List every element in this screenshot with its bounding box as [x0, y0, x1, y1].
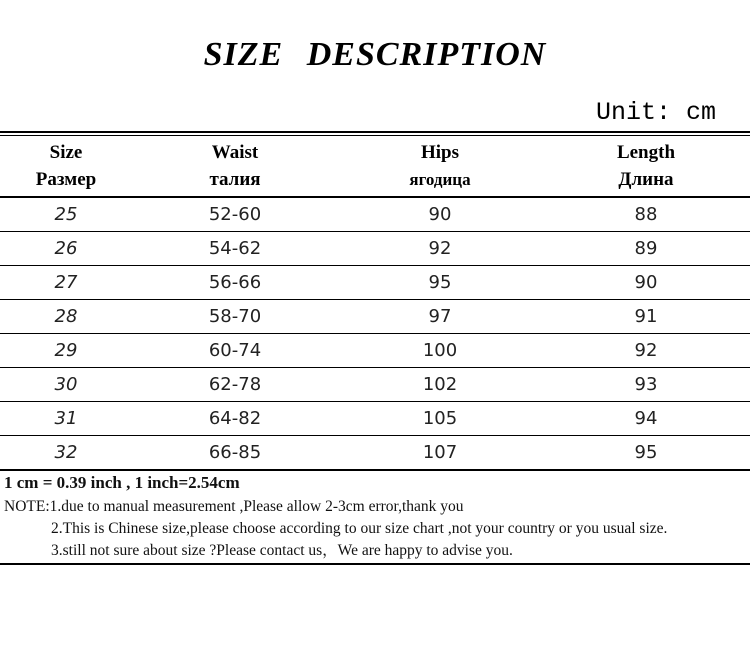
table-header-row [0, 136, 750, 197]
size-cell: 32 [0, 436, 132, 471]
table-row [0, 334, 750, 368]
waist-cell: 60-74 [132, 334, 338, 368]
table-row [0, 300, 750, 334]
header-size [0, 136, 132, 197]
size-cell: 30 [0, 368, 132, 402]
table-row [0, 197, 750, 232]
size-cell: 27 [0, 266, 132, 300]
length-cell: 94 [542, 402, 750, 436]
top-rule [0, 131, 750, 133]
length-cell: 89 [542, 232, 750, 266]
note-2: 2.This is Chinese size,please choose according to our size chart ,not your country or you usual size. [51, 520, 668, 537]
size-cell: 28 [0, 300, 132, 334]
size-cell: 31 [0, 402, 132, 436]
header-size-ru: Размер [35, 169, 97, 190]
header-size-en: Size [49, 142, 83, 163]
unit-label: Unit: cm [595, 98, 716, 127]
waist-cell: 52-60 [132, 197, 338, 232]
hips-cell: 90 [338, 197, 542, 232]
hips-cell: 102 [338, 368, 542, 402]
waist-cell: 62-78 [132, 368, 338, 402]
length-cell: 93 [542, 368, 750, 402]
length-cell: 90 [542, 266, 750, 300]
waist-cell: 56-66 [132, 266, 338, 300]
table-row [0, 368, 750, 402]
size-cell: 26 [0, 232, 132, 266]
waist-cell: 66-85 [132, 436, 338, 471]
header-length [542, 136, 750, 197]
waist-cell: 58-70 [132, 300, 338, 334]
table-row [0, 402, 750, 436]
header-length-en: Length [616, 142, 676, 163]
bottom-rule [0, 563, 750, 565]
length-cell: 95 [542, 436, 750, 471]
waist-cell: 54-62 [132, 232, 338, 266]
length-cell: 92 [542, 334, 750, 368]
hips-cell: 107 [338, 436, 542, 471]
unit-conversion: 1 cm = 0.39 inch , 1 inch=2.54cm [4, 473, 240, 492]
page-title: SIZE DESCRIPTION [203, 36, 547, 73]
header-waist [132, 136, 338, 197]
size-chart-table [0, 136, 750, 471]
hips-cell: 105 [338, 402, 542, 436]
note-1: NOTE:1.due to manual measurement ,Please allow 2-3cm error,thank you [4, 498, 464, 515]
header-waist-ru: талия [209, 169, 261, 190]
length-cell: 91 [542, 300, 750, 334]
hips-cell: 97 [338, 300, 542, 334]
size-cell: 29 [0, 334, 132, 368]
size-cell: 25 [0, 197, 132, 232]
hips-cell: 92 [338, 232, 542, 266]
waist-cell: 64-82 [132, 402, 338, 436]
length-cell: 88 [542, 197, 750, 232]
header-hips [338, 136, 542, 197]
header-length-ru: Длина [618, 169, 674, 190]
header-hips-ru: ягодица [409, 170, 471, 189]
header-hips-en: Hips [420, 142, 460, 163]
header-waist-en: Waist [211, 142, 259, 163]
table-row [0, 436, 750, 471]
notes-section [4, 472, 750, 562]
hips-cell: 95 [338, 266, 542, 300]
hips-cell: 100 [338, 334, 542, 368]
table-row [0, 232, 750, 266]
table-row [0, 266, 750, 300]
note-3: 3.still not sure about size ?Please contact us，We are happy to advise you. [51, 542, 513, 559]
